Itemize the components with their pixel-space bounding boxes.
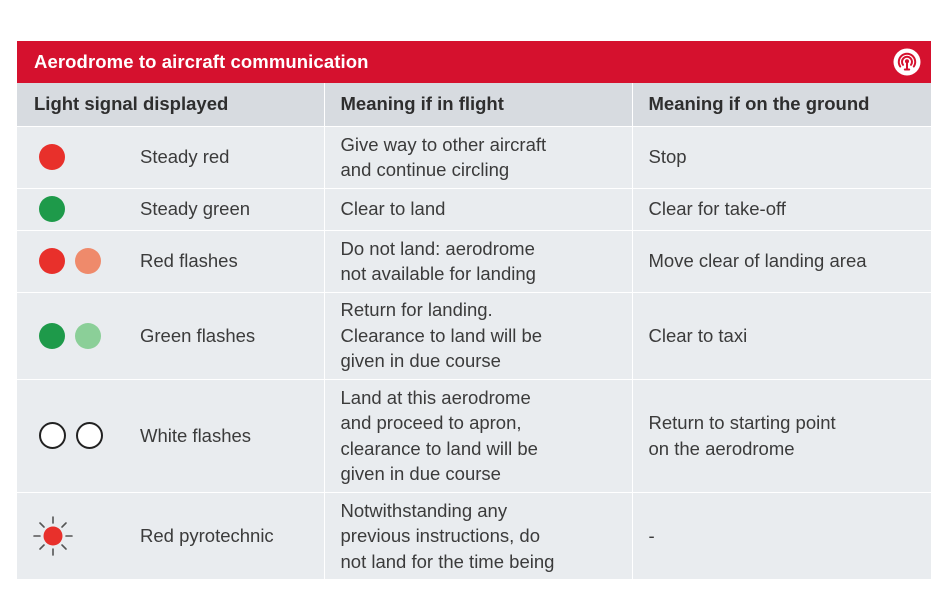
red-flash-light-icon <box>75 248 101 274</box>
in-flight-cell: Land at this aerodrome and proceed to apron, clearance to land will be given in due course <box>324 379 632 492</box>
red-light-icon <box>39 248 65 274</box>
red-light-icon <box>39 144 65 170</box>
in-flight-cell: Notwithstanding any previous instructions, do not land for the time being <box>324 492 632 579</box>
table-row <box>17 126 931 188</box>
table-row <box>17 292 931 379</box>
column-header-on-ground: Meaning if on the ground <box>632 83 931 126</box>
signal-cell <box>17 126 324 188</box>
green-light-icon <box>39 323 65 349</box>
signal-table <box>17 83 931 579</box>
signal-cell <box>17 188 324 230</box>
signal-lights <box>39 323 123 349</box>
signal-table-card <box>17 41 931 579</box>
on-ground-cell: Clear for take-off <box>632 188 931 230</box>
table-row <box>17 379 931 492</box>
signal-lights <box>39 512 123 560</box>
in-flight-cell: Give way to other aircraft and continue circling <box>324 126 632 188</box>
signal-label: Red pyrotechnic <box>140 525 274 546</box>
in-flight-cell: Return for landing. Clearance to land will be given in due course <box>324 292 632 379</box>
signal-label: Green flashes <box>140 324 256 346</box>
white-light-icon <box>39 422 66 449</box>
in-flight-cell: Do not land: aerodrome not available for landing <box>324 230 632 292</box>
green-flash-light-icon <box>75 323 101 349</box>
title-bar <box>17 41 931 83</box>
table-row <box>17 230 931 292</box>
signal-label: Steady green <box>140 198 251 220</box>
signal-cell <box>17 492 324 579</box>
white-light-icon <box>76 422 103 449</box>
signal-lights <box>39 422 123 449</box>
table-row <box>17 188 931 230</box>
table-title: Aerodrome to aircraft communication <box>34 51 369 72</box>
signal-lights <box>39 196 123 222</box>
on-ground-cell: Clear to taxi <box>632 292 931 379</box>
on-ground-cell: Return to starting point on the aerodrome <box>632 379 931 492</box>
red-pyrotechnic-icon <box>29 512 77 560</box>
table-row <box>17 492 931 579</box>
signal-lights <box>39 248 123 274</box>
column-header-in-flight: Meaning if in flight <box>324 83 632 126</box>
signal-label: White flashes <box>140 424 252 446</box>
on-ground-cell: Move clear of landing area <box>632 230 931 292</box>
broadcast-signal-icon <box>893 48 921 76</box>
signal-lights <box>39 144 123 170</box>
on-ground-cell: - <box>632 492 931 579</box>
signal-cell <box>17 379 324 492</box>
on-ground-cell: Stop <box>632 126 931 188</box>
column-header-signal: Light signal displayed <box>17 83 324 126</box>
signal-label: Red flashes <box>140 250 238 272</box>
in-flight-cell: Clear to land <box>324 188 632 230</box>
green-light-icon <box>39 196 65 222</box>
header-row <box>17 83 931 126</box>
signal-label: Steady red <box>140 146 230 168</box>
signal-cell <box>17 292 324 379</box>
signal-cell <box>17 230 324 292</box>
